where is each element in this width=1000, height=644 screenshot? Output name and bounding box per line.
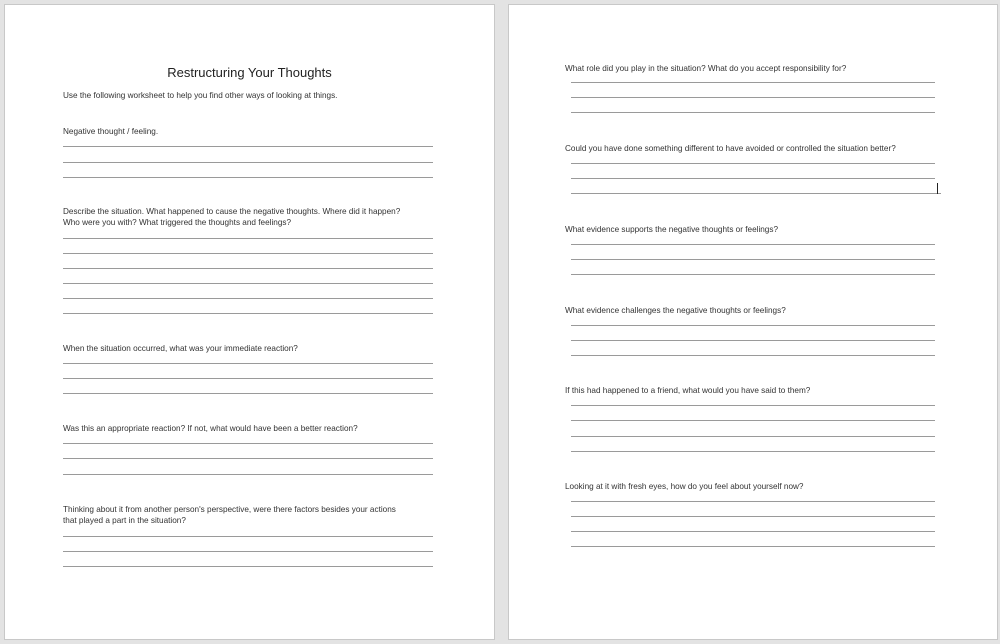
answer-line[interactable] <box>63 551 433 552</box>
answer-line[interactable] <box>63 177 433 178</box>
text-cursor <box>937 183 938 194</box>
question-friend-advice: If this had happened to a friend, what would you have said to them? <box>565 386 811 395</box>
page-title: Restructuring Your Thoughts <box>167 65 332 80</box>
answer-line[interactable] <box>571 436 935 437</box>
answer-line[interactable] <box>571 325 935 326</box>
question-immediate-reaction: When the situation occurred, what was your immediate reaction? <box>63 344 298 353</box>
answer-line[interactable] <box>571 82 935 83</box>
question-role-played: What role did you play in the situation? What do you accept responsibility for? <box>565 64 847 73</box>
answer-line[interactable] <box>571 451 935 452</box>
question-describe-situation: Describe the situation. What happened to cause the negative thoughts. Where did it happen? Who were you with? What triggered the thoughts and feelings? <box>63 207 401 227</box>
worksheet-page-2 <box>508 4 998 640</box>
question-done-differently: Could you have done something different to have avoided or controlled the situation better? <box>565 144 896 153</box>
answer-line[interactable] <box>63 443 433 444</box>
answer-line[interactable] <box>63 238 433 239</box>
answer-line[interactable] <box>63 162 433 163</box>
answer-line[interactable] <box>571 405 935 406</box>
answer-line[interactable] <box>63 146 433 147</box>
answer-line[interactable] <box>63 536 433 537</box>
intro-text: Use the following worksheet to help you find other ways of looking at things. <box>63 91 338 100</box>
answer-line[interactable] <box>571 355 935 356</box>
question-evidence-supports: What evidence supports the negative thoughts or feelings? <box>565 225 779 234</box>
answer-line[interactable] <box>63 393 433 394</box>
answer-line[interactable] <box>63 378 433 379</box>
answer-line[interactable] <box>63 253 433 254</box>
answer-line[interactable] <box>63 474 433 475</box>
answer-line[interactable] <box>571 531 935 532</box>
question-negative-thought: Negative thought / feeling. <box>63 127 159 136</box>
answer-line[interactable] <box>63 566 433 567</box>
answer-line[interactable] <box>571 193 941 194</box>
answer-line[interactable] <box>571 420 935 421</box>
answer-line[interactable] <box>571 163 935 164</box>
question-other-perspective: Thinking about it from another person's perspective, were there factors besides your actions that played a part in the situation? <box>63 505 396 525</box>
answer-line[interactable] <box>571 516 935 517</box>
answer-line[interactable] <box>63 268 433 269</box>
answer-line[interactable] <box>571 546 935 547</box>
question-evidence-challenges: What evidence challenges the negative thoughts or feelings? <box>565 306 786 315</box>
worksheet-page-1 <box>4 4 495 640</box>
answer-line[interactable] <box>63 363 433 364</box>
question-fresh-eyes: Looking at it with fresh eyes, how do you feel about yourself now? <box>565 482 804 491</box>
answer-line[interactable] <box>571 112 935 113</box>
answer-line[interactable] <box>571 501 935 502</box>
answer-line[interactable] <box>63 313 433 314</box>
answer-line[interactable] <box>571 259 935 260</box>
answer-line[interactable] <box>571 244 935 245</box>
answer-line[interactable] <box>571 178 935 179</box>
answer-line[interactable] <box>571 274 935 275</box>
answer-line[interactable] <box>63 458 433 459</box>
question-appropriate-reaction: Was this an appropriate reaction? If not, what would have been a better reaction? <box>63 424 358 433</box>
answer-line[interactable] <box>63 298 433 299</box>
answer-line[interactable] <box>63 283 433 284</box>
answer-line[interactable] <box>571 97 935 98</box>
answer-line[interactable] <box>571 340 935 341</box>
